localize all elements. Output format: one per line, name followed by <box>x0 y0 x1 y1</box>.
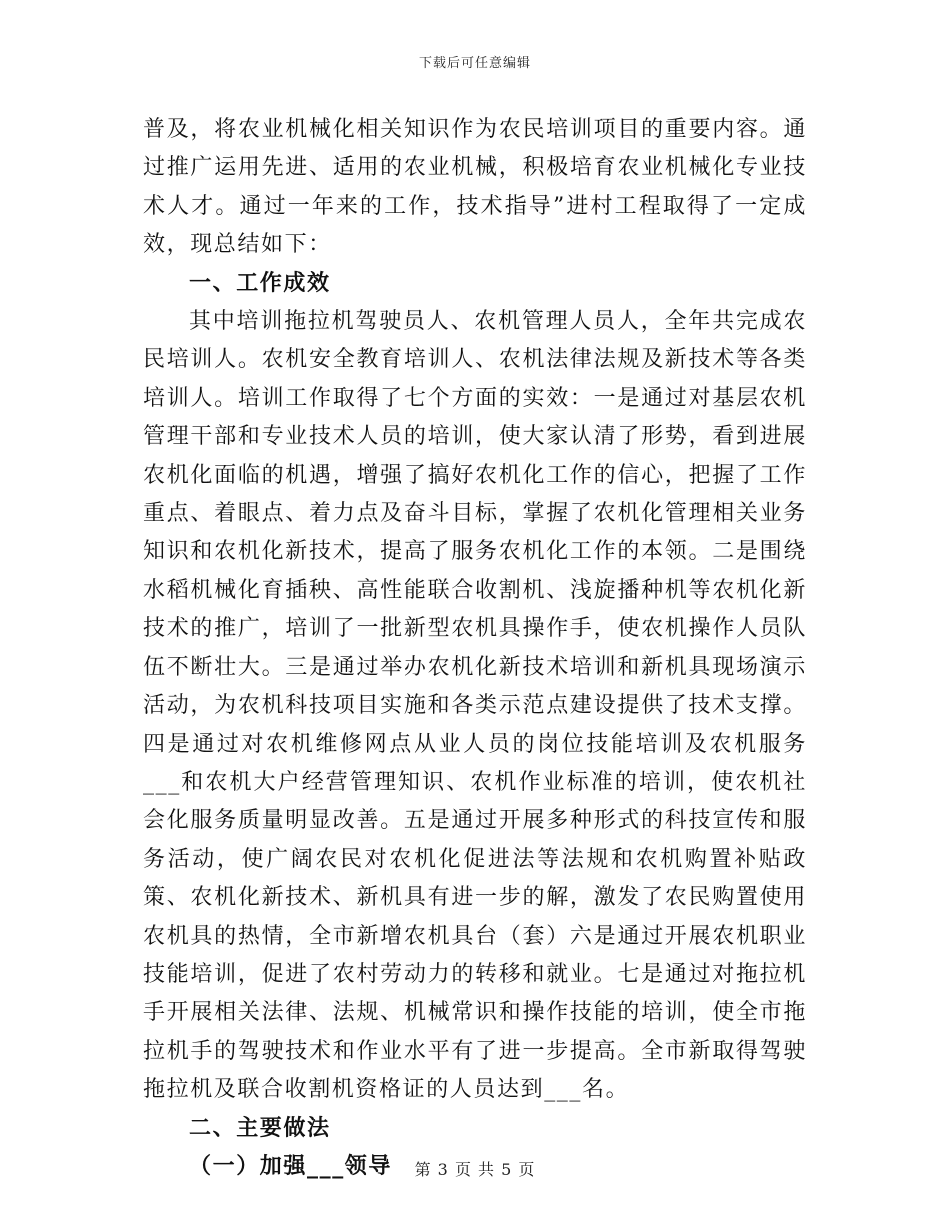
work-results-paragraph: 其中培训拖拉机驾驶员人、农机管理人员人，全年共完成农民培训人。农机安全教育培训人、农机法律法规及新技术等各类培训人。培训工作取得了七个方面的实效：一是通过对基层农机管理干部和专业技术人员的培训，使大家认清了形势，看到进展农机化面临的机遇，增强了搞好农机化工作的信心，把握了工作重点、着眼点、着力点及奋斗目标，掌握了农机化管理相关业务知识和农机化新技术，提高了服务农机化工作的本领。二是围绕水稻机械化育插秧、高性能联合收割机、浅旋播种机等农机化新技术的推广，培训了一批新型农机具操作手，使农机操作人员队伍不断壮大。三是通过举办农机化新技术培训和新机具现场演示活动，为农机科技项目实施和各类示范点建设提供了技术支撑。四是通过对农机维修网点从业人员的岗位技能培训及农机服务___和农机大户经营管理知识、农机作业标准的培训，使农机社会化服务质量明显改善。五是通过开展多种形式的科技宣传和服务活动，使广阔农民对农机化促进法等法规和农机购置补贴政策、农机化新技术、新机具有进一步的解，激发了农民购置使用农机具的热情，全市新增农机具台（套）六是通过开展农机职业技能培训，促进了农村劳动力的转移和就业。七是通过对拖拉机手开展相关法律、法规、机械常识和操作技能的培训，使全市拖拉机手的驾驶技术和作业水平有了进一步提高。全市新取得驾驶拖拉机及联合收割机资格证的人员达到___名。 <box>143 309 807 1103</box>
page-header: 下载后可任意编辑 <box>418 56 531 71</box>
section-heading-work-results: 一、工作成效 <box>189 270 331 296</box>
page-footer: 第 3 页 共 5 页 <box>414 1160 536 1179</box>
subsection-heading-strengthen-leadership: （一）加强___领导 <box>189 1153 393 1179</box>
intro-paragraph: 普及，将农业机械化相关知识作为农民培训项目的重要内容。通过推广运用先进、适用的农业机械，积极培育农业机械化专业技术人才。通过一年来的工作，技术指导”进村工程取得了一定成效，现总结如下： <box>143 117 807 258</box>
section-heading-main-methods: 二、主要做法 <box>189 1115 331 1141</box>
document-body <box>143 111 807 1186</box>
